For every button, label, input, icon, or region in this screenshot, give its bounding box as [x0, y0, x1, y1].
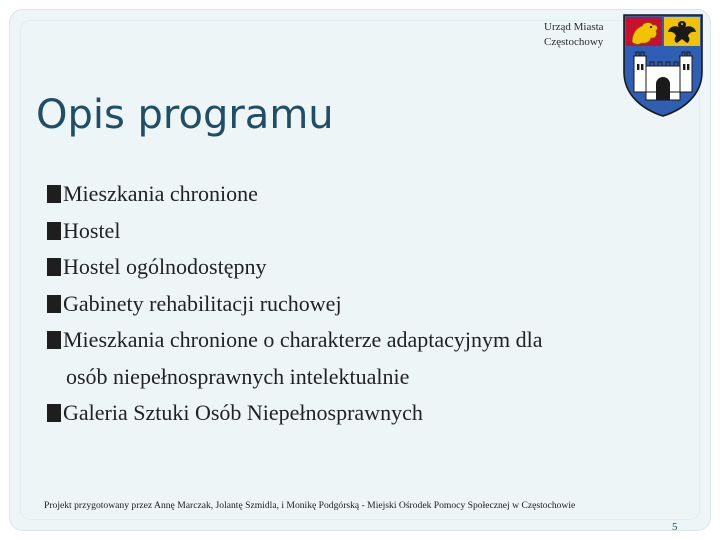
list-item-text	[63, 249, 694, 286]
list-item	[44, 322, 694, 395]
list-item-text	[63, 286, 694, 323]
list-item	[44, 395, 694, 432]
list-item-text	[63, 322, 694, 395]
coat-of-arms-icon	[620, 12, 706, 118]
list-item-line: Hostel ogólnodostępny	[63, 254, 267, 279]
missing-glyph-icon	[44, 249, 63, 276]
list-item-text	[63, 176, 694, 213]
slide-title: Opis programu	[36, 92, 334, 138]
list-item-line: Mieszkania chronione o charakterze adaptacyjnym dla	[63, 327, 543, 352]
list-item-line-continuation: osób niepełnosprawnych intelektualnie	[66, 363, 410, 389]
list-item	[44, 286, 694, 323]
missing-glyph-icon	[44, 213, 63, 240]
list-item-line: Hostel	[63, 217, 121, 243]
list-item	[44, 176, 694, 213]
list-item-text	[63, 395, 694, 432]
list-item-line: Mieszkania chronione	[63, 181, 258, 206]
list-item-line: Gabinety rehabilitacji ruchowej	[63, 290, 342, 316]
list-item-text	[63, 213, 694, 250]
list-item	[44, 249, 694, 286]
missing-glyph-icon	[44, 395, 63, 422]
missing-glyph-icon	[44, 322, 63, 349]
missing-glyph-icon	[44, 286, 63, 313]
page-number: 5	[672, 521, 678, 533]
list-item	[44, 213, 694, 250]
list-item-line: Galeria Sztuki Osób Niepełnosprawnych	[63, 400, 423, 425]
city-office-line-1: Urząd Miasta	[544, 21, 604, 33]
city-office-label	[544, 20, 624, 50]
city-office-line-2: Częstochowy	[544, 36, 604, 48]
missing-glyph-icon	[44, 176, 63, 203]
program-list	[44, 176, 694, 432]
footer-note: Projekt przygotowany przez Annę Marczak, Jolantę Szmidla, i Monikę Podgórską - Miejski Ośrodek Pomocy Społecznej w Częstochowie	[44, 500, 576, 511]
